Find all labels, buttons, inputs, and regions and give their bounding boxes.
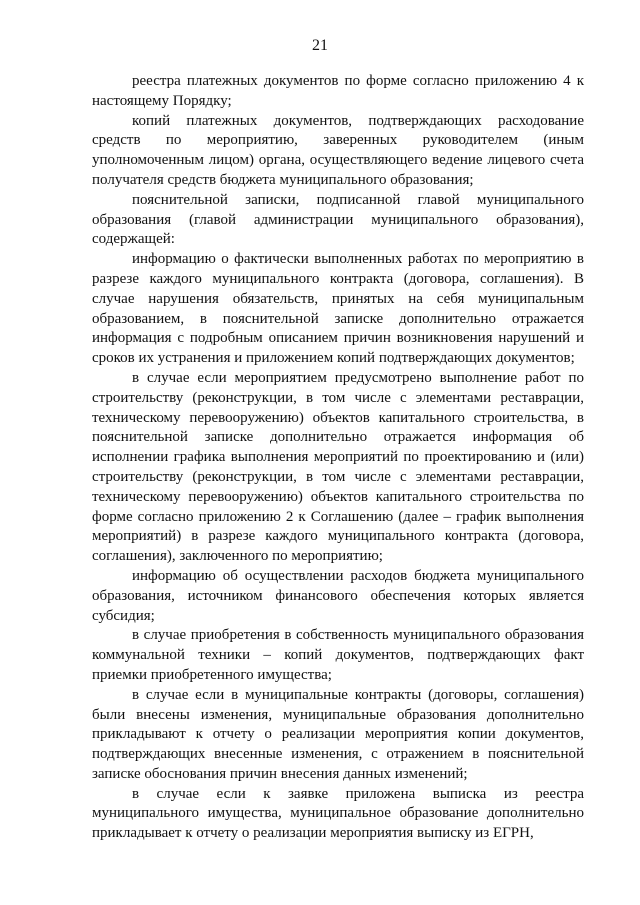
paragraph-completed-works-info: информацию о фактически выполненных работах по мероприятию в разрезе каждого муниципального контракта (договора, соглашения). В случае нарушения обязательств, принятых на себя муниципальным образованием, в пояснительной записке дополнительно отражается информация с подробным описанием причин возникновения нарушений и сроков их устранения и приложением копий подтверждающих документов; [92,251,584,367]
paragraph-registry-payment-docs: реестра платежных документов по форме согласно приложению 4 к настоящему Порядку; [92,73,584,109]
paragraph-property-registry-extract: в случае если к заявке приложена выписка из реестра муниципального имущества, муниципальное образование дополнительно прикладывает к отчету о реализации мероприятия выписку из ЕГРН, [92,785,584,842]
paragraph-payment-copies: копий платежных документов, подтверждающих расходование средств по мероприятию, заверенных руководителем (иным уполномоченным лицом) органа, осуществляющего ведение лицевого счета получателя средств бюджета муниципального образования; [92,112,584,188]
page-number: 21 [312,37,328,54]
paragraph-construction-schedule: в случае если мероприятием предусмотрено выполнение работ по строительству (реконструкции, в том числе с элементами реставрации, техническому перевооружению) объектов капитального строительства, в пояснительной записке дополнительно отражается информация об исполнении графика выполнения мероприятий по проектированию и (или) строительству (реконструкции, в том числе с элементами реставрации, техническому перевооружению) объектов капитального строительства по форме согласно приложению 2 к Соглашению (далее – график выполнения мероприятий) в разрезе каждого муниципального контракта (договора, соглашения), заключенного по мероприятию; [92,369,584,565]
paragraph-municipal-equipment: в случае приобретения в собственность муниципального образования коммунальной техники – копий документов, подтверждающих факт приемки приобретенного имущества; [92,627,584,683]
paragraph-contract-changes: в случае если в муниципальные контракты (договоры, соглашения) были внесены изменения, муниципальные образования дополнительно прикладывают к отчету о реализации мероприятия копии документов, подтверждающих внесенные изменения, с отражением в пояснительной записке обоснования причин внесения данных изменений; [92,686,584,782]
paragraph-explanatory-note: пояснительной записки, подписанной главой муниципального образования (главой администрации муниципального образования), содержащей: [92,191,584,248]
document-body [92,72,584,844]
paragraph-expenditure-info: информацию об осуществлении расходов бюджета муниципального образования, источником финансового обеспечения которых является субсидия; [92,567,584,624]
